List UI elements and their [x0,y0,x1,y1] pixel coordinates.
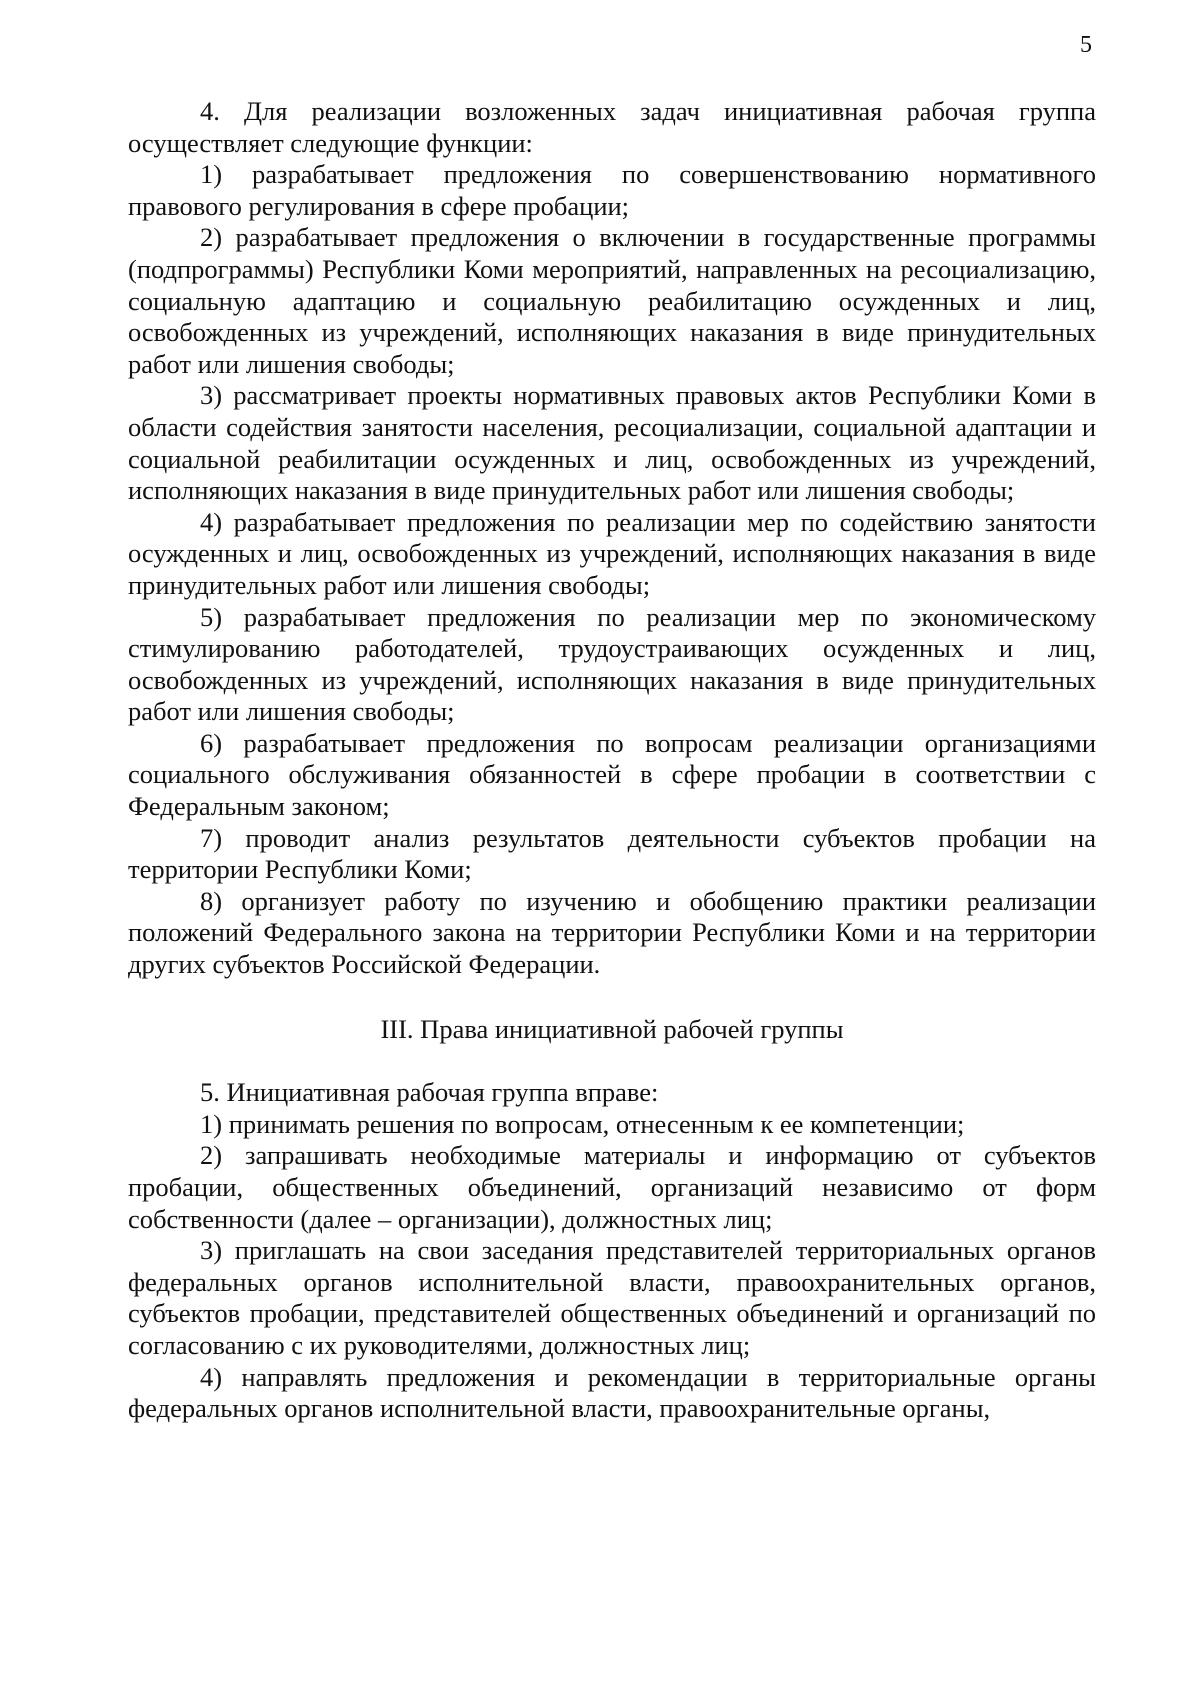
document-body [128,96,1096,1425]
list-item-function-7: 7) проводит анализ результатов деятельности субъектов пробации на территории Республики Коми; [128,822,1096,885]
paragraph-rights-intro: 5. Инициативная рабочая группа вправе: [200,1077,659,1108]
list-item-function-8: 8) организует работу по изучению и обобщению практики реализации положений Федерального закона на территории Республики Коми и на территории других субъектов Российской Федерации. [128,885,1096,980]
page-number: 5 [1080,32,1092,58]
section-heading: III. Права инициативной рабочей группы [380,1013,844,1044]
list-item-right-2: 2) запрашивать необходимые материалы и информацию от субъектов пробации, общественных объединений, организаций независимо от форм собственности (далее – организации), должностных лиц; [128,1140,1096,1234]
list-item-function-3: 3) рассматривает проекты нормативных правовых актов Республики Коми в области содействия занятости населения, ресоциализации, социальной адаптации и социальной реабилитации осужденных и лиц, освобожденных из учреждений, исполняющих наказания в виде принудительных работ или лишения свободы; [128,380,1096,506]
list-item-function-1: 1) разрабатывает предложения по совершенствованию нормативного правового регулирования в сфере пробации; [128,159,1096,221]
list-item-function-4: 4) разрабатывает предложения по реализации мер по содействию занятости осужденных и лиц, освобожденных из учреждений, исполняющих наказания в виде принудительных работ или лишения свободы; [128,506,1096,600]
list-item-right-1: 1) принимать решения по вопросам, отнесенным к ее компетенции; [200,1108,965,1139]
list-item-function-5: 5) разрабатывает предложения по реализации мер по экономическому стимулированию работодателей, трудоустраивающих осужденных и лиц, освобожденных из учреждений, исполняющих наказания в виде принудительных работ или лишения свободы; [128,601,1096,727]
list-item-right-4: 4) направлять предложения и рекомендации в территориальные органы федеральных органов исполнительной власти, правоохранительные органы, [128,1361,1096,1424]
list-item-function-6: 6) разрабатывает предложения по вопросам реализации организациями социального обслуживания обязанностей в сфере пробации в соответствии с Федеральным законом; [128,727,1096,822]
list-item-right-3: 3) приглашать на свои заседания представителей территориальных органов федеральных органов исполнительной власти, правоохранительных органов, субъектов пробации, представителей общественных объединений и организаций по согласованию с их руководителями, должностных лиц; [128,1235,1096,1360]
paragraph-functions-intro: 4. Для реализации возложенных задач инициативная рабочая группа осуществляет следующие функции: [128,96,1096,158]
list-item-function-2: 2) разрабатывает предложения о включении в государственные программы (подпрограммы) Республики Коми мероприятий, направленных на ресоциализацию, социальную адаптацию и социальную реабилитацию осужденных и лиц, освобожденных из учреждений, исполняющих наказания в виде принудительных работ или лишения свободы; [128,222,1096,379]
